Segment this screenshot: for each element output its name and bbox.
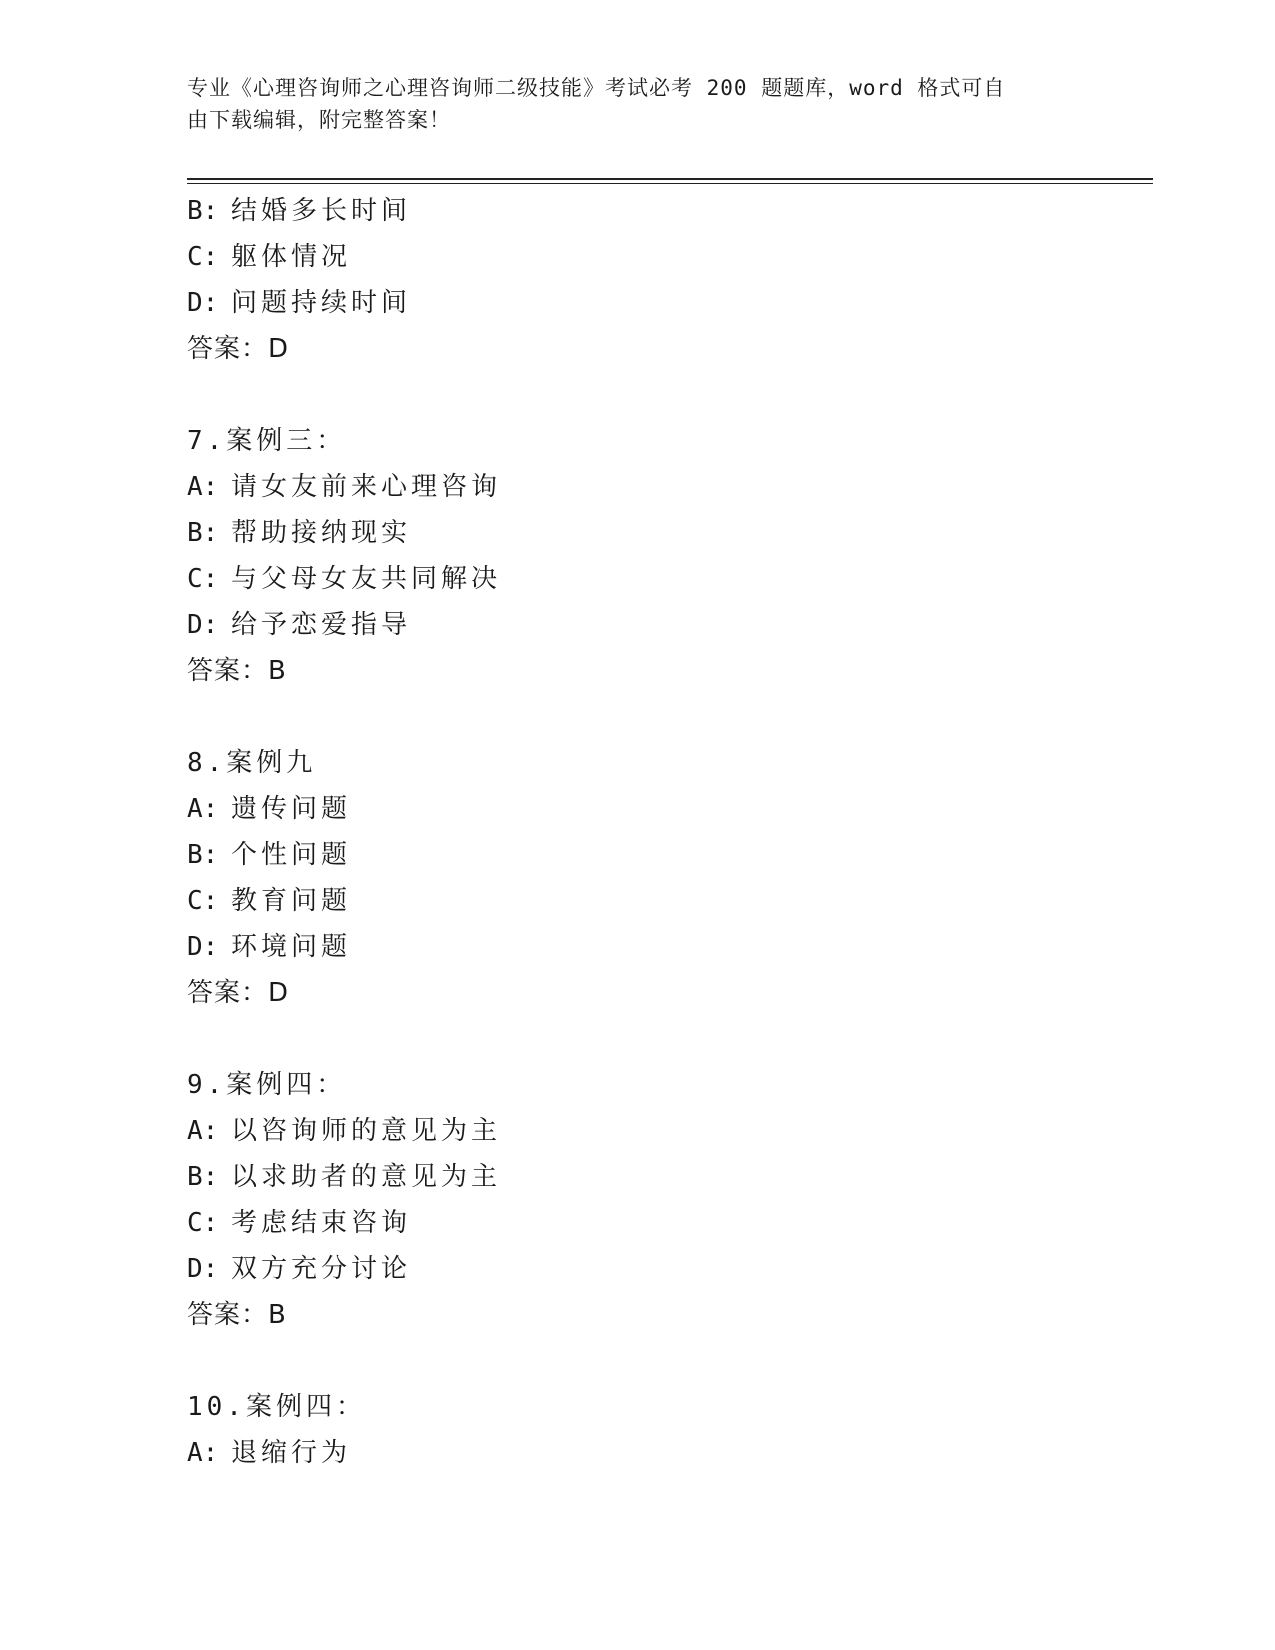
- spacer: [187, 1016, 1153, 1062]
- option-text: 帮助接纳现实: [231, 518, 412, 548]
- answer-line: 答案：D: [187, 978, 290, 1008]
- option-letter: A:: [187, 1438, 219, 1468]
- question-block: [187, 1384, 1153, 1476]
- option-line: [187, 1430, 1153, 1476]
- option-line: [187, 1200, 1153, 1246]
- option-line: [187, 1108, 1153, 1154]
- question-block: [187, 1062, 1153, 1338]
- question-title: 7.案例三：: [187, 426, 347, 456]
- option-line: [187, 602, 1153, 648]
- option-letter: C:: [187, 886, 219, 916]
- option-line: [187, 464, 1153, 510]
- option-line: [187, 510, 1153, 556]
- option-letter: B:: [187, 196, 219, 226]
- option-letter: D:: [187, 610, 219, 640]
- option-text: 与父母女友共同解决: [231, 564, 502, 594]
- question-title: 8.案例九: [187, 748, 317, 778]
- option-text: 环境问题: [231, 932, 352, 962]
- option-letter: D:: [187, 932, 219, 962]
- option-line: [187, 878, 1153, 924]
- option-line: [187, 786, 1153, 832]
- spacer: [187, 1338, 1153, 1384]
- option-text: 考虑结束咨询: [231, 1208, 412, 1238]
- option-letter: A:: [187, 794, 219, 824]
- option-text: 教育问题: [231, 886, 352, 916]
- option-text: 问题持续时间: [231, 288, 412, 318]
- answer-line: 答案：B: [187, 656, 287, 686]
- question-block: [187, 418, 1153, 694]
- option-letter: B:: [187, 518, 219, 548]
- header-divider-thin: [187, 183, 1153, 184]
- option-letter: D:: [187, 288, 219, 318]
- option-text: 躯体情况: [231, 242, 352, 272]
- spacer: [187, 372, 1153, 418]
- option-line: [187, 280, 1153, 326]
- option-text: 请女友前来心理咨询: [231, 472, 502, 502]
- question-carryover: [187, 188, 1153, 372]
- answer-line: 答案：D: [187, 334, 290, 364]
- answer-line: 答案：B: [187, 1300, 287, 1330]
- spacer: [187, 694, 1153, 740]
- option-letter: A:: [187, 1116, 219, 1146]
- option-line: [187, 234, 1153, 280]
- option-text: 遗传问题: [231, 794, 352, 824]
- header-line-1: 专业《心理咨询师之心理咨询师二级技能》考试必考 200 题题库，word 格式可自: [187, 76, 1006, 100]
- option-letter: B:: [187, 1162, 219, 1192]
- header-divider-thick: [187, 178, 1153, 180]
- option-line: [187, 188, 1153, 234]
- option-text: 以求助者的意见为主: [231, 1162, 502, 1192]
- option-text: 个性问题: [231, 840, 352, 870]
- option-text: 双方充分讨论: [231, 1254, 412, 1284]
- option-line: [187, 832, 1153, 878]
- document-header: [187, 72, 1067, 136]
- option-letter: A:: [187, 472, 219, 502]
- question-title: 10.案例四：: [187, 1392, 366, 1422]
- option-text: 结婚多长时间: [231, 196, 412, 226]
- option-letter: C:: [187, 1208, 219, 1238]
- header-line-2: 由下载编辑，附完整答案！: [187, 108, 451, 132]
- option-line: [187, 556, 1153, 602]
- option-letter: C:: [187, 242, 219, 272]
- option-letter: D:: [187, 1254, 219, 1284]
- question-list: [187, 188, 1153, 1476]
- option-text: 给予恋爱指导: [231, 610, 412, 640]
- question-title: 9.案例四：: [187, 1070, 347, 1100]
- option-line: [187, 1246, 1153, 1292]
- option-text: 以咨询师的意见为主: [231, 1116, 502, 1146]
- question-block: [187, 740, 1153, 1016]
- option-line: [187, 924, 1153, 970]
- option-letter: C:: [187, 564, 219, 594]
- option-text: 退缩行为: [231, 1438, 352, 1468]
- option-letter: B:: [187, 840, 219, 870]
- option-line: [187, 1154, 1153, 1200]
